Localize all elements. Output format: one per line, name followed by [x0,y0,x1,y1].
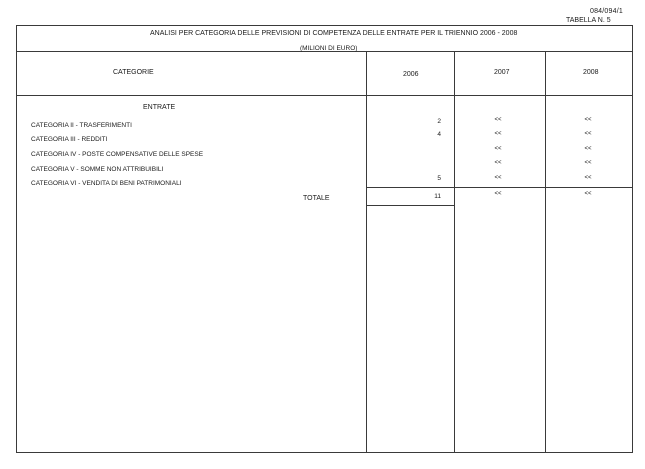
total-2006: 11 [434,193,441,200]
cell-2007: << [494,160,502,166]
total-label: TOTALE [303,195,330,202]
cell-2008: << [584,160,592,166]
column-header-category: CATEGORIE [113,69,154,76]
cell-2006: 4 [437,131,441,138]
section-label: ENTRATE [143,104,176,111]
total-2007: << [494,191,502,197]
doc-code: 084/094/1 [590,8,623,15]
column-divider [454,51,455,453]
divider [367,187,633,188]
total-2008: << [584,191,592,197]
cell-2006: 2 [437,118,441,125]
cell-2008: << [584,131,592,137]
page-title: ANALISI PER CATEGORIA DELLE PREVISIONI DI COMPETENZA DELLE ENTRATE PER IL TRIENNIO 2006 - 2008 [150,30,518,37]
cell-2007: << [494,175,502,181]
row-label: CATEGORIA III - REDDITI [31,136,108,143]
table-number: TABELLA N. 5 [566,17,611,24]
column-header-2006: 2006 [403,71,419,78]
page-subtitle: (MILIONI DI EURO) [300,45,358,52]
cell-2007: << [494,117,502,123]
cell-2008: << [584,175,592,181]
table-frame [16,25,633,453]
cell-2008: << [584,146,592,152]
divider [16,95,633,96]
divider [367,205,454,206]
column-header-2007: 2007 [494,69,510,76]
cell-2007: << [494,131,502,137]
row-label: CATEGORIA II - TRASFERIMENTI [31,122,132,129]
column-divider [366,51,367,453]
cell-2006: 5 [437,175,441,182]
column-divider [545,51,546,453]
row-label: CATEGORIA V - SOMME NON ATTRIBUIBILI [31,166,164,173]
row-label: CATEGORIA VI - VENDITA DI BENI PATRIMONIALI [31,180,182,187]
cell-2008: << [584,117,592,123]
cell-2007: << [494,146,502,152]
column-header-2008: 2008 [583,69,599,76]
row-label: CATEGORIA IV - POSTE COMPENSATIVE DELLE SPESE [31,151,204,158]
